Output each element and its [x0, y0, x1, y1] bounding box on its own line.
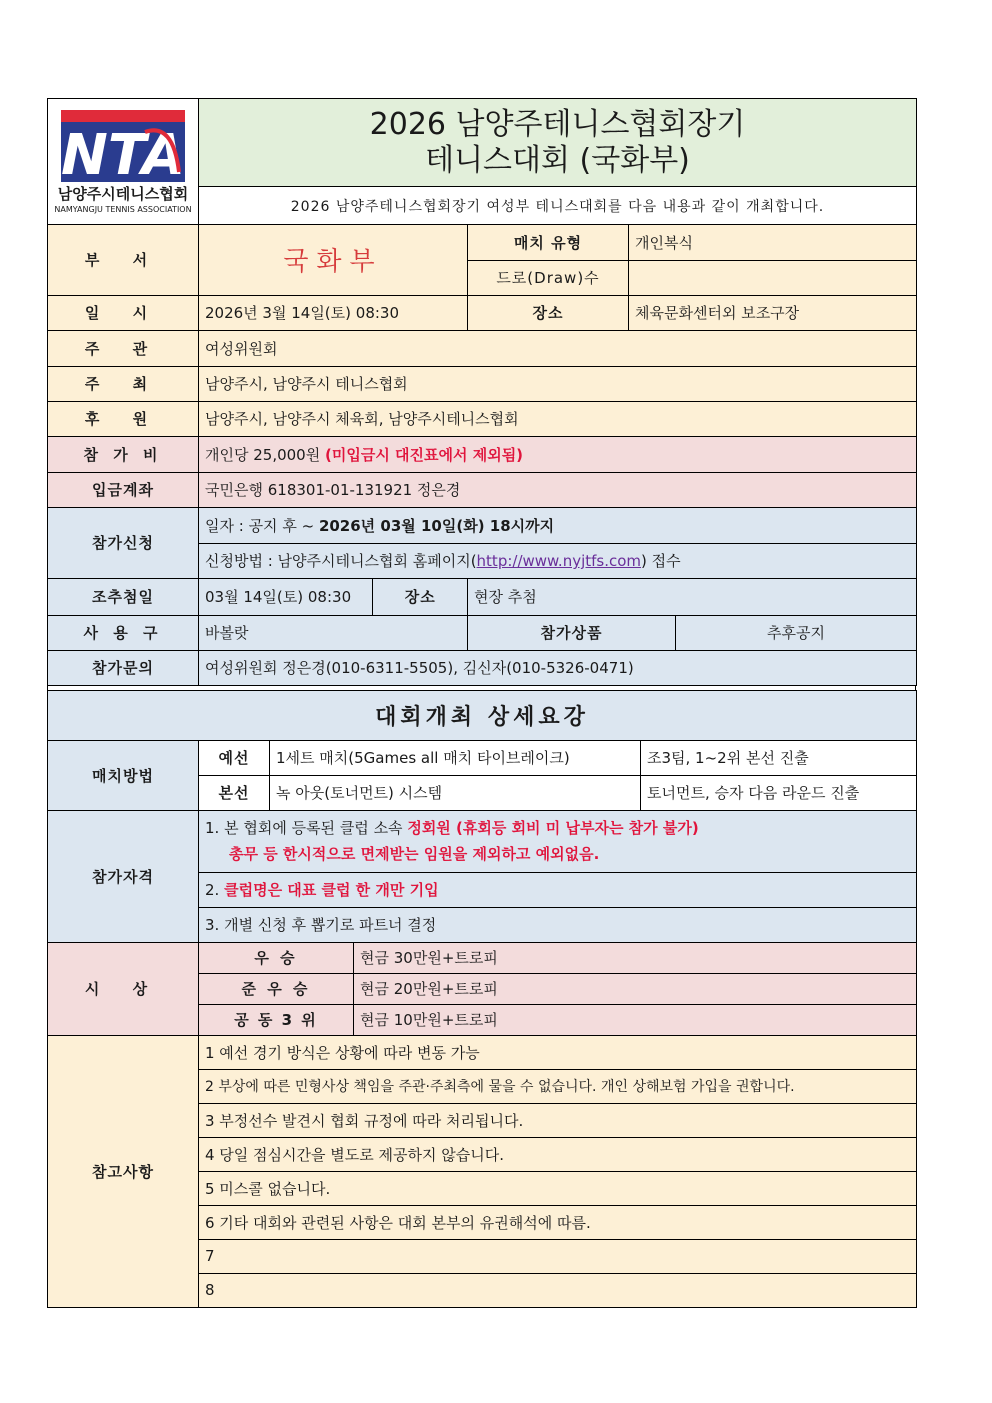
draw-value: [629, 260, 917, 295]
gift-label: 참가상품: [468, 615, 676, 650]
draw-date-value: 03월 14일(토) 08:30: [199, 579, 372, 615]
main-label: 본선: [199, 775, 270, 810]
gift-value: 추후공지: [676, 615, 917, 650]
qualification-3: 3. 개별 신청 후 뽑기로 파트너 결정: [199, 907, 917, 942]
qualification-label: 참가자격: [48, 810, 199, 942]
fee-label: 참 가 비: [48, 436, 199, 472]
main-note: 토너먼트, 승자 다음 라운드 진출: [641, 775, 917, 810]
prelim-note: 조3팀, 1~2위 본선 진출: [641, 740, 917, 775]
draw-label: 드로(Draw)수: [468, 260, 629, 295]
date-label: 일 시: [48, 295, 199, 330]
main-desc: 녹 아웃(토너먼트) 시스템: [270, 775, 641, 810]
contact-value: 여성위원회 정은경(010-6311-5505), 김신자(010-5326-0471): [199, 650, 917, 685]
match-type-value: 개인복식: [629, 224, 917, 260]
prize-rank-3: 공 동 3 위: [199, 1004, 354, 1035]
fee-value: 개인당 25,000원: [205, 445, 321, 464]
header-table: [47, 98, 917, 225]
organizer-value: 여성위원회: [199, 330, 917, 366]
qualification-1: 1. 본 협회에 등록된 클럽 소속 정회원 (휴회등 회비 미 납부자는 참가 불가) 총무 등 한시적으로 면제받는 임원을 제외하고 예외없음.: [199, 810, 917, 872]
contact-label: 참가문의: [48, 650, 199, 685]
qualification-2: 2. 클럽명은 대표 클럽 한 개만 기입: [199, 872, 917, 907]
intro-text: 2026 남양주테니스협회장기 여성부 테니스대회를 다음 내용과 같이 개최합니다.: [199, 187, 917, 225]
prize-reward-1: 현금 30만원+트로피: [354, 942, 917, 973]
svg-text:NAMYANGJU TENNIS ASSOCIATION: NAMYANGJU TENNIS ASSOCIATION: [54, 205, 192, 214]
notes-label: 참고사항: [48, 1035, 199, 1307]
venue-label: 장소: [468, 295, 629, 330]
info-table: [47, 224, 917, 686]
host-label: 주 최: [48, 366, 199, 401]
date-value: 2026년 3월 14일(토) 08:30: [199, 295, 468, 330]
account-label: 입금계좌: [48, 472, 199, 507]
prelim-label: 예선: [199, 740, 270, 775]
svg-text:남양주시테니스협회: 남양주시테니스협회: [57, 185, 189, 203]
note-item: 2 부상에 따른 민형사상 책임을 주관·주최측에 물을 수 없습니다. 개인 상해보험 가입을 권합니다.: [199, 1069, 917, 1103]
match-type-label: 매치 유형: [468, 224, 629, 260]
detail-table: [47, 690, 917, 1308]
note-item: 1 예선 경기 방식은 상황에 따라 변동 가능: [199, 1035, 917, 1069]
homepage-link[interactable]: http://www.nyjtfs.com: [476, 552, 642, 570]
draw-date-cell: [199, 578, 468, 615]
section-title: 대회개최 상세요강: [48, 690, 917, 740]
prize-rank-1: 우 승: [199, 942, 354, 973]
account-value: 국민은행 618301-01-131921 정은경: [199, 472, 917, 507]
note-item: 6 기타 대회와 관련된 사항은 대회 본부의 유권해석에 따름.: [199, 1205, 917, 1239]
note-item: 3 부정선수 발견시 협회 규정에 따라 처리됩니다.: [199, 1103, 917, 1137]
note-item: 5 미스콜 없습니다.: [199, 1171, 917, 1205]
apply-period: 일자 : 공지 후 ~ 2026년 03월 10일(화) 18시까지: [199, 507, 917, 543]
tournament-notice: [47, 98, 916, 1308]
match-method-label: 매치방법: [48, 740, 199, 810]
svg-text:NTA: NTA: [60, 123, 186, 188]
draw-place-value: 현장 추첨: [468, 578, 917, 615]
draw-date-label: 조추첨일: [48, 578, 199, 615]
fee-note: (미입금시 대진표에서 제외됨): [325, 445, 524, 464]
note-item: 4 당일 점심시간을 별도로 제공하지 않습니다.: [199, 1137, 917, 1171]
page-title: 2026 남양주테니스협회장기 테니스대회 (국화부): [199, 99, 917, 187]
prize-reward-2: 현금 20만원+트로피: [354, 973, 917, 1004]
organizer-label: 주 관: [48, 330, 199, 366]
fee-row: [199, 436, 917, 472]
ball-label: 사 용 구: [48, 615, 199, 650]
prize-label: 시 상: [48, 942, 199, 1035]
dept-label: 부 서: [48, 224, 199, 295]
prize-rank-2: 준 우 승: [199, 973, 354, 1004]
sponsor-value: 남양주시, 남양주시 체육회, 남양주시테니스협회: [199, 401, 917, 436]
prelim-desc: 1세트 매치(5Games all 매치 타이브레이크): [270, 740, 641, 775]
nta-logo-icon: [53, 102, 193, 217]
draw-place-label: 장소: [404, 588, 436, 606]
note-item: 8: [199, 1273, 917, 1307]
logo: [48, 99, 199, 225]
prize-reward-3: 현금 10만원+트로피: [354, 1004, 917, 1035]
dept-value: 국화부: [199, 224, 468, 295]
ball-value: 바볼랏: [199, 615, 468, 650]
venue-value: 체육문화센터외 보조구장: [629, 295, 917, 330]
apply-method: 신청방법 : 남양주시테니스협회 홈페이지(http://www.nyjtfs.com) 접수: [199, 543, 917, 578]
host-value: 남양주시, 남양주시 테니스협회: [199, 366, 917, 401]
note-item: 7: [199, 1239, 917, 1273]
sponsor-label: 후 원: [48, 401, 199, 436]
apply-label: 참가신청: [48, 507, 199, 578]
